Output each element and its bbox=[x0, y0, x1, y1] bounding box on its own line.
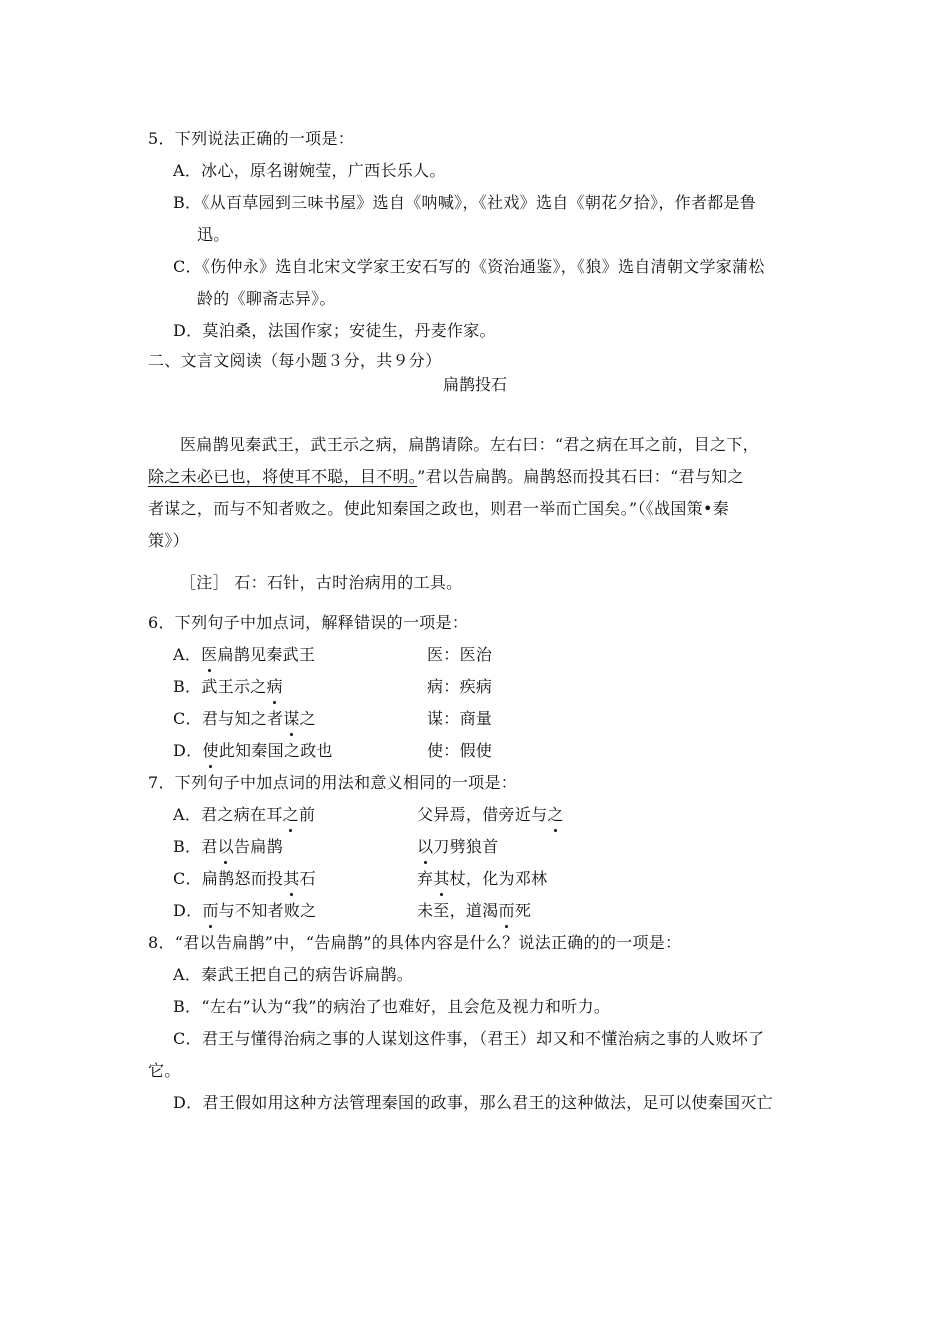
q7-row-b: B．君以告扁鹊 bbox=[173, 837, 283, 856]
q5-option-c: C．《伤仲永》选自北宋文学家王安石写的《资治通鉴》，《狼》选自清朝文学家蒲松 bbox=[173, 257, 765, 276]
q6-row-a: A．医扁鹊见秦武王 bbox=[173, 645, 316, 664]
q6-answer-c: 谋：商量 bbox=[427, 709, 493, 728]
emphasis-dot-char: 医 bbox=[201, 645, 218, 664]
q7-compare-c: 弃其杖，化为邓林 bbox=[417, 869, 548, 888]
q7-row-d: D．而与不知者败之 bbox=[173, 901, 317, 920]
emphasis-dot-char: 而 bbox=[498, 901, 515, 920]
emphasis-dot-char: 病 bbox=[266, 677, 283, 696]
q7-stem: 7．下列句子中加点词的用法和意义相同的一项是： bbox=[148, 773, 518, 792]
q5-option-b-cont: 迅。 bbox=[197, 225, 230, 244]
emphasis-dot-char: 而 bbox=[202, 901, 219, 920]
underlined-sentence: 除之未必已也，将使耳不聪，目不明。 bbox=[148, 467, 418, 486]
q6-answer-a: 医：医治 bbox=[427, 645, 493, 664]
emphasis-dot-char: 之 bbox=[282, 805, 299, 824]
passage-line-2-rest: ”君以告扁鹊。扁鹊怒而投其石曰：“君与知之 bbox=[417, 467, 744, 486]
emphasis-dot-char: 以 bbox=[417, 837, 434, 856]
q5-stem: 5．下列说法正确的一项是： bbox=[148, 129, 355, 148]
q8-stem: 8．“君以告扁鹊”中，“告扁鹊”的具体内容是什么？说法正确的的一项是： bbox=[148, 933, 682, 952]
passage-line-4: 策》） bbox=[148, 531, 189, 550]
emphasis-dot-char: 以 bbox=[217, 837, 234, 856]
q8-option-c-cont: 它。 bbox=[148, 1061, 181, 1080]
q5-option-a: A．冰心，原名谢婉莹，广西长乐人。 bbox=[173, 161, 446, 180]
emphasis-dot-char: 使 bbox=[202, 741, 219, 760]
passage-line-2 bbox=[148, 467, 744, 487]
q5-option-c-cont: 龄的《聊斋志异》。 bbox=[197, 289, 336, 308]
q7-row-a: A．君之病在耳之前 bbox=[173, 805, 316, 824]
q6-answer-d: 使：假使 bbox=[427, 741, 493, 760]
q8-option-b: B．“左右”认为“我”的病治了也难好，且会危及视力和听力。 bbox=[173, 997, 611, 1016]
q6-row-c: C．君与知之者谋之 bbox=[173, 709, 316, 728]
q7-compare-d: 未至，道渴而死 bbox=[417, 901, 532, 920]
q8-option-a: A．秦武王把自己的病告诉扁鹊。 bbox=[173, 965, 414, 984]
emphasis-dot-char: 其 bbox=[433, 869, 450, 888]
passage-line-3: 者谋之，而与不知者败之。使此知秦国之政也，则君一举而亡国矣。”（《战国策•秦 bbox=[148, 499, 730, 518]
q7-compare-b: 以刀劈狼首 bbox=[417, 837, 499, 856]
emphasis-dot-char: 之 bbox=[547, 805, 564, 824]
q7-compare-a: 父异焉，借旁近与之 bbox=[417, 805, 564, 824]
q8-option-d: D．君王假如用这种方法管理秦国的政事，那么君王的这种做法，足可以使秦国灭亡 bbox=[173, 1093, 773, 1112]
section-heading: 二、文言文阅读（每小题３分，共９分） bbox=[148, 351, 442, 370]
passage-line-1: 医扁鹊见秦武王，武王示之病，扁鹊请除。左右曰：“君之病在耳之前，目之下， bbox=[180, 435, 759, 454]
q8-option-c: C．君王与懂得治病之事的人谋划这件事，（君王）却又和不懂治病之事的人败坏了 bbox=[173, 1029, 765, 1048]
q5-option-b: B．《从百草园到三味书屋》选自《呐喊》，《社戏》选自《朝花夕拾》，作者都是鲁 bbox=[173, 193, 757, 212]
q6-answer-b: 病：疾病 bbox=[427, 677, 493, 696]
q6-row-b: B．武王示之病 bbox=[173, 677, 283, 696]
emphasis-dot-char: 谋 bbox=[283, 709, 300, 728]
emphasis-dot-char: 其 bbox=[283, 869, 300, 888]
passage-title: 扁鹊投石 bbox=[442, 375, 507, 394]
q6-stem: 6．下列句子中加点词，解释错误的一项是： bbox=[148, 613, 469, 632]
q7-row-c: C．扁鹊怒而投其石 bbox=[173, 869, 316, 888]
q5-option-d: D．莫泊桑，法国作家；安徒生，丹麦作家。 bbox=[173, 321, 496, 340]
q6-row-d: D．使此知秦国之政也 bbox=[173, 741, 333, 760]
passage-note: ［注］ 石：石针，古时治病用的工具。 bbox=[180, 573, 463, 592]
